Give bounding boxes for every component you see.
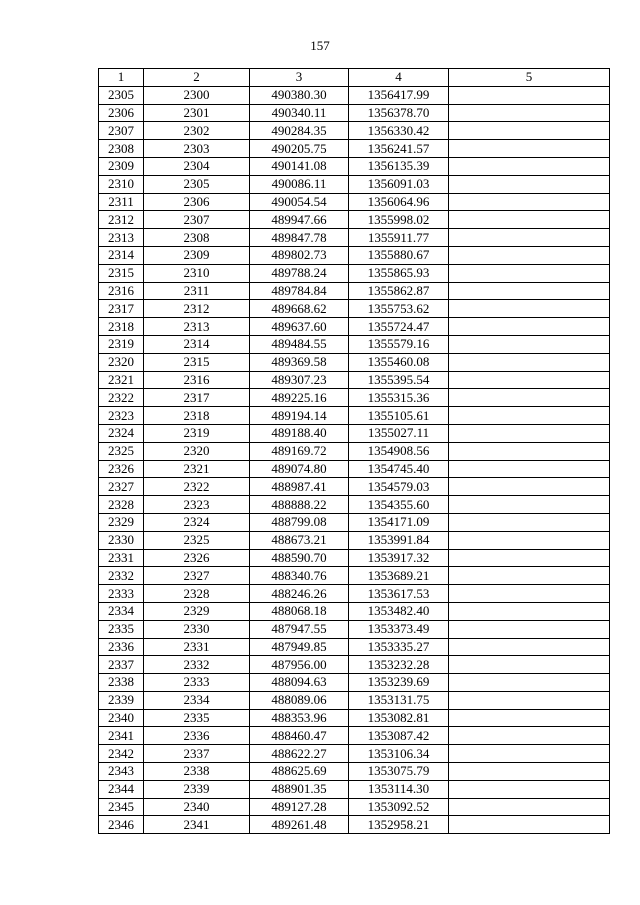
- x-coordinate-cell: 490141.08: [250, 157, 349, 175]
- row-number-cell: 2317: [99, 300, 144, 318]
- x-coordinate-cell: 488590.70: [250, 549, 349, 567]
- row-number-cell: 2344: [99, 780, 144, 798]
- point-number-cell: 2324: [144, 513, 250, 531]
- table-row: [99, 727, 610, 745]
- point-number-cell: 2322: [144, 478, 250, 496]
- y-coordinate-cell: 1354579.03: [349, 478, 449, 496]
- row-number-cell: 2309: [99, 157, 144, 175]
- point-number-cell: 2318: [144, 407, 250, 425]
- note-cell: [449, 816, 610, 834]
- row-number-cell: 2316: [99, 282, 144, 300]
- table-body: [99, 86, 610, 833]
- table-row: [99, 424, 610, 442]
- table-row: [99, 211, 610, 229]
- y-coordinate-cell: 1353087.42: [349, 727, 449, 745]
- table-row: [99, 780, 610, 798]
- note-cell: [449, 264, 610, 282]
- point-number-cell: 2301: [144, 104, 250, 122]
- point-number-cell: 2330: [144, 620, 250, 638]
- y-coordinate-cell: 1353082.81: [349, 709, 449, 727]
- note-cell: [449, 567, 610, 585]
- point-number-cell: 2333: [144, 674, 250, 692]
- table-row: [99, 371, 610, 389]
- note-cell: [449, 193, 610, 211]
- note-cell: [449, 246, 610, 264]
- x-coordinate-cell: 488673.21: [250, 531, 349, 549]
- row-number-cell: 2312: [99, 211, 144, 229]
- column-header-5: 5: [449, 69, 610, 87]
- table-row: [99, 229, 610, 247]
- y-coordinate-cell: 1356378.70: [349, 104, 449, 122]
- point-number-cell: 2321: [144, 460, 250, 478]
- page-number: 157: [310, 38, 330, 53]
- row-number-cell: 2337: [99, 656, 144, 674]
- row-number-cell: 2333: [99, 585, 144, 603]
- row-number-cell: 2322: [99, 389, 144, 407]
- table-row: [99, 264, 610, 282]
- table-row: [99, 122, 610, 140]
- x-coordinate-cell: 489369.58: [250, 353, 349, 371]
- point-number-cell: 2329: [144, 602, 250, 620]
- point-number-cell: 2327: [144, 567, 250, 585]
- x-coordinate-cell: 489668.62: [250, 300, 349, 318]
- row-number-cell: 2308: [99, 140, 144, 158]
- row-number-cell: 2330: [99, 531, 144, 549]
- y-coordinate-cell: 1355579.16: [349, 335, 449, 353]
- y-coordinate-cell: 1353335.27: [349, 638, 449, 656]
- y-coordinate-cell: 1356091.03: [349, 175, 449, 193]
- point-number-cell: 2336: [144, 727, 250, 745]
- y-coordinate-cell: 1353689.21: [349, 567, 449, 585]
- note-cell: [449, 211, 610, 229]
- note-cell: [449, 780, 610, 798]
- note-cell: [449, 157, 610, 175]
- note-cell: [449, 709, 610, 727]
- column-header-2: 2: [144, 69, 250, 87]
- y-coordinate-cell: 1353482.40: [349, 602, 449, 620]
- y-coordinate-cell: 1353373.49: [349, 620, 449, 638]
- note-cell: [449, 585, 610, 603]
- point-number-cell: 2311: [144, 282, 250, 300]
- x-coordinate-cell: 490054.54: [250, 193, 349, 211]
- row-number-cell: 2320: [99, 353, 144, 371]
- note-cell: [449, 442, 610, 460]
- table-row: [99, 798, 610, 816]
- row-number-cell: 2346: [99, 816, 144, 834]
- point-number-cell: 2303: [144, 140, 250, 158]
- table-row: [99, 691, 610, 709]
- x-coordinate-cell: 489194.14: [250, 407, 349, 425]
- table-row: [99, 353, 610, 371]
- x-coordinate-cell: 489188.40: [250, 424, 349, 442]
- row-number-cell: 2329: [99, 513, 144, 531]
- y-coordinate-cell: 1354745.40: [349, 460, 449, 478]
- row-number-cell: 2314: [99, 246, 144, 264]
- column-header-1: 1: [99, 69, 144, 87]
- point-number-cell: 2306: [144, 193, 250, 211]
- row-number-cell: 2315: [99, 264, 144, 282]
- y-coordinate-cell: 1353092.52: [349, 798, 449, 816]
- table-row: [99, 407, 610, 425]
- x-coordinate-cell: 489784.84: [250, 282, 349, 300]
- table-row: [99, 816, 610, 834]
- note-cell: [449, 727, 610, 745]
- table-row: [99, 335, 610, 353]
- note-cell: [449, 104, 610, 122]
- table-row: [99, 745, 610, 763]
- row-number-cell: 2324: [99, 424, 144, 442]
- y-coordinate-cell: 1356241.57: [349, 140, 449, 158]
- x-coordinate-cell: 489127.28: [250, 798, 349, 816]
- row-number-cell: 2342: [99, 745, 144, 763]
- note-cell: [449, 300, 610, 318]
- row-number-cell: 2310: [99, 175, 144, 193]
- row-number-cell: 2335: [99, 620, 144, 638]
- row-number-cell: 2325: [99, 442, 144, 460]
- point-number-cell: 2309: [144, 246, 250, 264]
- table-row: [99, 86, 610, 104]
- note-cell: [449, 86, 610, 104]
- row-number-cell: 2332: [99, 567, 144, 585]
- point-number-cell: 2323: [144, 496, 250, 514]
- row-number-cell: 2341: [99, 727, 144, 745]
- x-coordinate-cell: 488625.69: [250, 763, 349, 781]
- note-cell: [449, 229, 610, 247]
- y-coordinate-cell: 1356417.99: [349, 86, 449, 104]
- note-cell: [449, 549, 610, 567]
- point-number-cell: 2317: [144, 389, 250, 407]
- x-coordinate-cell: 488068.18: [250, 602, 349, 620]
- x-coordinate-cell: 489307.23: [250, 371, 349, 389]
- table-row: [99, 763, 610, 781]
- table-row: [99, 140, 610, 158]
- y-coordinate-cell: 1355460.08: [349, 353, 449, 371]
- y-coordinate-cell: 1356135.39: [349, 157, 449, 175]
- y-coordinate-cell: 1353131.75: [349, 691, 449, 709]
- table-row: [99, 602, 610, 620]
- note-cell: [449, 122, 610, 140]
- point-number-cell: 2315: [144, 353, 250, 371]
- point-number-cell: 2341: [144, 816, 250, 834]
- point-number-cell: 2307: [144, 211, 250, 229]
- x-coordinate-cell: 489484.55: [250, 335, 349, 353]
- x-coordinate-cell: 488987.41: [250, 478, 349, 496]
- y-coordinate-cell: 1354908.56: [349, 442, 449, 460]
- point-number-cell: 2316: [144, 371, 250, 389]
- y-coordinate-cell: 1355753.62: [349, 300, 449, 318]
- point-number-cell: 2312: [144, 300, 250, 318]
- table-row: [99, 656, 610, 674]
- table-row: [99, 674, 610, 692]
- table-row: [99, 513, 610, 531]
- row-number-cell: 2311: [99, 193, 144, 211]
- x-coordinate-cell: 488460.47: [250, 727, 349, 745]
- x-coordinate-cell: 488340.76: [250, 567, 349, 585]
- x-coordinate-cell: 489637.60: [250, 318, 349, 336]
- x-coordinate-cell: 490340.11: [250, 104, 349, 122]
- point-number-cell: 2314: [144, 335, 250, 353]
- table-row: [99, 389, 610, 407]
- x-coordinate-cell: 488622.27: [250, 745, 349, 763]
- point-number-cell: 2334: [144, 691, 250, 709]
- row-number-cell: 2340: [99, 709, 144, 727]
- point-number-cell: 2310: [144, 264, 250, 282]
- point-number-cell: 2326: [144, 549, 250, 567]
- y-coordinate-cell: 1355027.11: [349, 424, 449, 442]
- x-coordinate-cell: 489947.66: [250, 211, 349, 229]
- note-cell: [449, 656, 610, 674]
- note-cell: [449, 602, 610, 620]
- point-number-cell: 2302: [144, 122, 250, 140]
- y-coordinate-cell: 1353232.28: [349, 656, 449, 674]
- x-coordinate-cell: 488094.63: [250, 674, 349, 692]
- x-coordinate-cell: 487956.00: [250, 656, 349, 674]
- table-row: [99, 478, 610, 496]
- table-row: [99, 496, 610, 514]
- row-number-cell: 2328: [99, 496, 144, 514]
- row-number-cell: 2326: [99, 460, 144, 478]
- x-coordinate-cell: 490205.75: [250, 140, 349, 158]
- row-number-cell: 2339: [99, 691, 144, 709]
- row-number-cell: 2321: [99, 371, 144, 389]
- x-coordinate-cell: 488246.26: [250, 585, 349, 603]
- y-coordinate-cell: 1353114.30: [349, 780, 449, 798]
- table-row: [99, 300, 610, 318]
- x-coordinate-cell: 488901.35: [250, 780, 349, 798]
- note-cell: [449, 407, 610, 425]
- note-cell: [449, 318, 610, 336]
- row-number-cell: 2319: [99, 335, 144, 353]
- y-coordinate-cell: 1353917.32: [349, 549, 449, 567]
- point-number-cell: 2319: [144, 424, 250, 442]
- note-cell: [449, 353, 610, 371]
- row-number-cell: 2334: [99, 602, 144, 620]
- x-coordinate-cell: 489225.16: [250, 389, 349, 407]
- row-number-cell: 2336: [99, 638, 144, 656]
- y-coordinate-cell: 1355395.54: [349, 371, 449, 389]
- table-row: [99, 175, 610, 193]
- table-row: [99, 246, 610, 264]
- y-coordinate-cell: 1353075.79: [349, 763, 449, 781]
- note-cell: [449, 674, 610, 692]
- point-number-cell: 2305: [144, 175, 250, 193]
- point-number-cell: 2304: [144, 157, 250, 175]
- note-cell: [449, 513, 610, 531]
- table-row: [99, 585, 610, 603]
- table-row: [99, 567, 610, 585]
- x-coordinate-cell: 489788.24: [250, 264, 349, 282]
- point-number-cell: 2313: [144, 318, 250, 336]
- column-header-3: 3: [250, 69, 349, 87]
- row-number-cell: 2318: [99, 318, 144, 336]
- point-number-cell: 2339: [144, 780, 250, 798]
- coordinates-table: [98, 68, 610, 834]
- x-coordinate-cell: 489074.80: [250, 460, 349, 478]
- row-number-cell: 2305: [99, 86, 144, 104]
- y-coordinate-cell: 1356064.96: [349, 193, 449, 211]
- note-cell: [449, 424, 610, 442]
- note-cell: [449, 745, 610, 763]
- x-coordinate-cell: 488799.08: [250, 513, 349, 531]
- point-number-cell: 2308: [144, 229, 250, 247]
- x-coordinate-cell: 490086.11: [250, 175, 349, 193]
- point-number-cell: 2328: [144, 585, 250, 603]
- note-cell: [449, 531, 610, 549]
- row-number-cell: 2313: [99, 229, 144, 247]
- row-number-cell: 2306: [99, 104, 144, 122]
- x-coordinate-cell: 489169.72: [250, 442, 349, 460]
- point-number-cell: 2338: [144, 763, 250, 781]
- point-number-cell: 2331: [144, 638, 250, 656]
- y-coordinate-cell: 1355911.77: [349, 229, 449, 247]
- table-header-row: [99, 69, 610, 87]
- y-coordinate-cell: 1355880.67: [349, 246, 449, 264]
- table-row: [99, 620, 610, 638]
- y-coordinate-cell: 1354171.09: [349, 513, 449, 531]
- x-coordinate-cell: 488089.06: [250, 691, 349, 709]
- table-row: [99, 531, 610, 549]
- x-coordinate-cell: 487947.55: [250, 620, 349, 638]
- note-cell: [449, 282, 610, 300]
- x-coordinate-cell: 488353.96: [250, 709, 349, 727]
- note-cell: [449, 798, 610, 816]
- column-header-4: 4: [349, 69, 449, 87]
- point-number-cell: 2332: [144, 656, 250, 674]
- x-coordinate-cell: 489847.78: [250, 229, 349, 247]
- y-coordinate-cell: 1355724.47: [349, 318, 449, 336]
- y-coordinate-cell: 1353991.84: [349, 531, 449, 549]
- x-coordinate-cell: 487949.85: [250, 638, 349, 656]
- y-coordinate-cell: 1353106.34: [349, 745, 449, 763]
- note-cell: [449, 496, 610, 514]
- row-number-cell: 2345: [99, 798, 144, 816]
- note-cell: [449, 371, 610, 389]
- table-row: [99, 460, 610, 478]
- y-coordinate-cell: 1352958.21: [349, 816, 449, 834]
- y-coordinate-cell: 1355105.61: [349, 407, 449, 425]
- note-cell: [449, 175, 610, 193]
- x-coordinate-cell: 488888.22: [250, 496, 349, 514]
- x-coordinate-cell: 489802.73: [250, 246, 349, 264]
- row-number-cell: 2307: [99, 122, 144, 140]
- y-coordinate-cell: 1353239.69: [349, 674, 449, 692]
- row-number-cell: 2343: [99, 763, 144, 781]
- table-row: [99, 282, 610, 300]
- y-coordinate-cell: 1355865.93: [349, 264, 449, 282]
- point-number-cell: 2337: [144, 745, 250, 763]
- table-row: [99, 638, 610, 656]
- note-cell: [449, 389, 610, 407]
- row-number-cell: 2323: [99, 407, 144, 425]
- point-number-cell: 2320: [144, 442, 250, 460]
- point-number-cell: 2300: [144, 86, 250, 104]
- row-number-cell: 2331: [99, 549, 144, 567]
- row-number-cell: 2338: [99, 674, 144, 692]
- x-coordinate-cell: 490284.35: [250, 122, 349, 140]
- table-row: [99, 193, 610, 211]
- note-cell: [449, 478, 610, 496]
- point-number-cell: 2325: [144, 531, 250, 549]
- note-cell: [449, 691, 610, 709]
- table-row: [99, 442, 610, 460]
- y-coordinate-cell: 1354355.60: [349, 496, 449, 514]
- note-cell: [449, 460, 610, 478]
- table-row: [99, 709, 610, 727]
- row-number-cell: 2327: [99, 478, 144, 496]
- y-coordinate-cell: 1353617.53: [349, 585, 449, 603]
- table-row: [99, 157, 610, 175]
- point-number-cell: 2340: [144, 798, 250, 816]
- y-coordinate-cell: 1355862.87: [349, 282, 449, 300]
- x-coordinate-cell: 490380.30: [250, 86, 349, 104]
- note-cell: [449, 638, 610, 656]
- point-number-cell: 2335: [144, 709, 250, 727]
- y-coordinate-cell: 1355315.36: [349, 389, 449, 407]
- note-cell: [449, 335, 610, 353]
- note-cell: [449, 763, 610, 781]
- table-row: [99, 104, 610, 122]
- note-cell: [449, 140, 610, 158]
- note-cell: [449, 620, 610, 638]
- x-coordinate-cell: 489261.48: [250, 816, 349, 834]
- table-row: [99, 318, 610, 336]
- table-row: [99, 549, 610, 567]
- y-coordinate-cell: 1355998.02: [349, 211, 449, 229]
- y-coordinate-cell: 1356330.42: [349, 122, 449, 140]
